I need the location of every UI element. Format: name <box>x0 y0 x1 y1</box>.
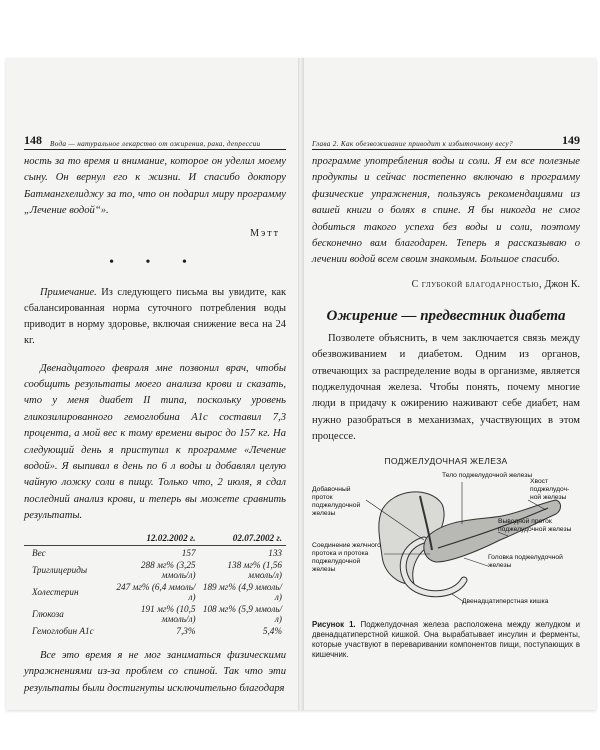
left-running-head: Вода — натуральное лекарство от ожирения, рака, депрессии <box>50 140 261 148</box>
label-pancreas-body: Тело поджелудочной железы <box>442 471 533 479</box>
figure-title: ПОДЖЕЛУДОЧНАЯ ЖЕЛЕЗА <box>384 455 508 466</box>
caption-label: Рисунок 1. <box>312 619 356 629</box>
section-title: Ожирение — предвестник диабета <box>326 307 566 324</box>
label-main-duct: Выводной проток поджелудочной железы <box>498 517 572 533</box>
label-head: Головка поджелудочной железы <box>488 553 563 569</box>
label-junction: Соединение желчного протока и протока поджелудочной железы <box>312 541 381 573</box>
right-running-head: Глава 2. Как обезвоживание приводит к избыточному весу? <box>312 140 513 148</box>
letter-signature: Мэтт <box>250 227 280 239</box>
col-header-1: 12.02.2002 г. <box>113 533 199 546</box>
label-accessory-duct: Добавочный проток поджелудочной железы <box>312 485 361 517</box>
note-text: Из следующего письма вы увидите, как сбалансированная норма суточного потребления воды приводит в норму здоровье, включая снижение веса на 24 кг. <box>24 286 286 346</box>
note-label: Примечание. <box>40 286 97 298</box>
section-paragraph: Позволете объяснить, в чем заключается связь между обезвоживанием и диабетом. Одним из органов, отвечающих за распределение воды в организме, является поджелудочная железа. Чтобы понять, почему многие люди в придачу к ожирению наживают себе диабет, нам нужно разобраться в механизмах, участвующих в этом процессе. <box>312 332 580 443</box>
left-page <box>24 132 286 697</box>
table-row: Триглицериды 288 мг% (3,25 ммоль/л) 138 мг% (1,56 ммоль/л) <box>32 559 282 580</box>
closing-paragraph: Все это время я не мог заниматься физическими упражнениями из-за проблем со спиной. Так что эти результаты были достигнуты исключительно благодаря <box>24 649 286 694</box>
table-row: Гемоглобин A1c 7,3% 5,4% <box>32 625 282 636</box>
results-table <box>24 533 286 636</box>
letter-continuation: программе употребления воды и соли. Я ем все полезные продукты и сейчас постепенно включаю в программу физические упражнения, пользуясь рекомендациями из вашей книги о болях в спине. Я бы никогда не смог добиться такого успеха без воды и соли, поэтому бесконечно вам благодарен. Теперь я рассказываю о лечении водой всем своим знакомым. Большое спасибо. <box>312 156 580 266</box>
table-row: Вес 157 133 <box>32 547 282 558</box>
left-page-number: 148 <box>24 133 42 147</box>
caption-text: Поджелудочная железа расположена между желудком и двенадцатиперстной кишкой. Она вырабатывает инсулин и ферменты, которые участвуют в переваривании компонентов пищи, поступающих в кишечник. <box>312 619 580 659</box>
book-gutter <box>298 58 304 710</box>
pancreas-figure <box>312 470 580 616</box>
right-header <box>312 132 580 150</box>
label-duodenum: Двенадцатиперстная кишка <box>462 597 549 605</box>
letter-ending: ность за то время и внимание, которое он уделил моему сыну. Он вернул его к жизни. И спасибо доктору Батмангхелиджу за то, что он подарил миру программу „Лечение водой“». <box>24 156 286 217</box>
label-tail: Хвост поджелудоч- ной железы <box>530 477 570 501</box>
section-separator: • • • <box>109 254 201 270</box>
right-page <box>312 132 580 660</box>
letter-signoff <box>312 279 580 290</box>
signoff-name: Джон К. <box>541 278 580 290</box>
table-row: Холестерин 247 мг% (6,4 ммоль/л) 189 мг% (4,9 ммоль/л) <box>32 581 282 602</box>
table-row: Глюкоза 191 мг% (10,5 ммоль/л) 108 мг% (5,9 ммоль/л) <box>32 603 282 624</box>
right-page-number: 149 <box>562 133 580 147</box>
note-paragraph <box>24 285 286 349</box>
left-header <box>24 132 286 150</box>
signoff-phrase: С глубокой благодарностью, <box>411 278 542 290</box>
figure-caption <box>312 620 580 660</box>
col-header-2: 02.07.2002 г. <box>200 533 286 546</box>
letter2-paragraph: Двенадцатого февраля мне позвонил врач, чтобы сообщить результаты моего анализа крови и сказать, что у меня диабет II типа, поскольку уровень гликозилированного гемоглобина A1c составил 7,3 процента, а мой вес к тому времени вырос до 157 кг. На следующий день я приступил к программе «Лечение водой». Я выпивал в день по 6 л воды и добавлял целую чайную ложку соли в пищу. Только что, 2 июля, я сдал последний анализ крови, и теперь вы можете сравнить результаты. <box>24 362 286 522</box>
